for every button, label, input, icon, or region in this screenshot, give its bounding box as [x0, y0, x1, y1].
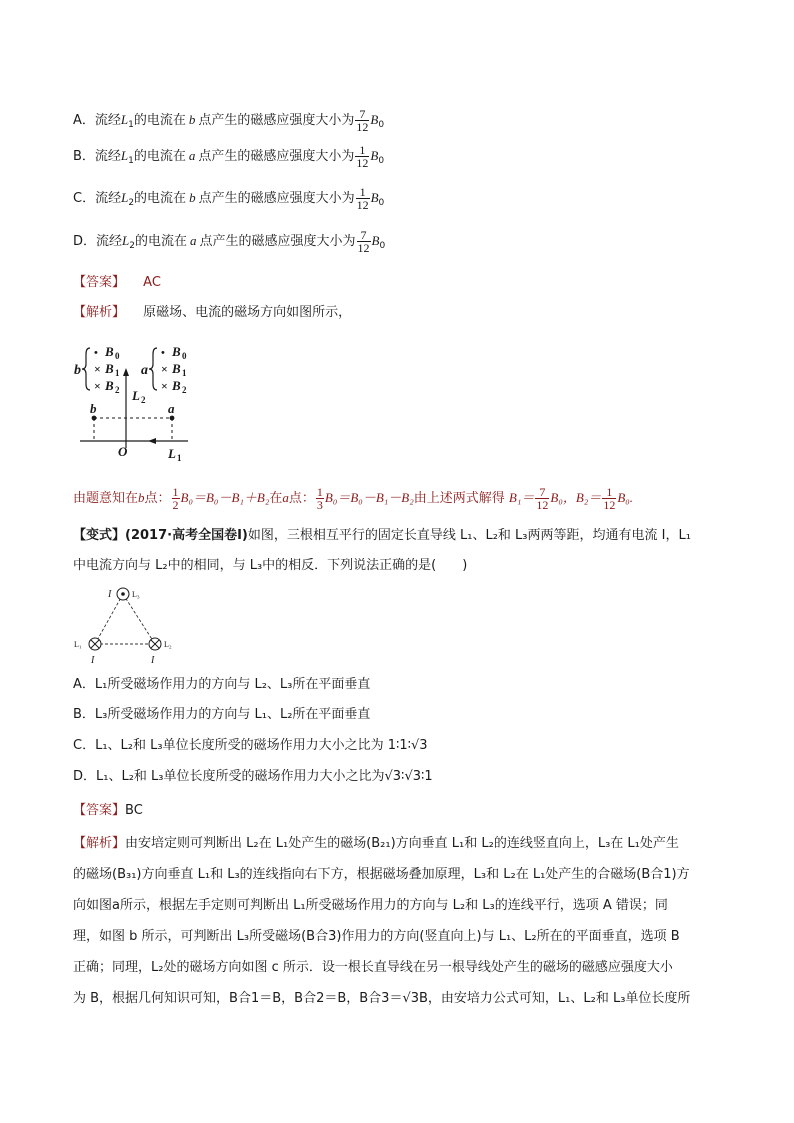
fig2-l3: L₃: [132, 590, 140, 599]
variant-text-2: 中电流方向与 L₂中的相同，与 L₃中的相反．下列说法正确的是( ): [73, 558, 468, 573]
deduce-p2: 点：: [144, 491, 171, 506]
option-wire-sub: 1: [128, 156, 134, 166]
option-mid: 的电流在: [133, 149, 186, 164]
deduction-line: [73, 486, 633, 511]
option-b-sub: 0: [378, 156, 385, 166]
option-b: B: [370, 190, 379, 205]
deduce-p5: 由上述两式解得: [413, 491, 505, 506]
fig1-l2-sub: 2: [141, 395, 146, 405]
option-fraction: [357, 229, 371, 254]
option-fraction: [356, 186, 370, 211]
fig1-point-a-label: a: [168, 401, 175, 416]
deduce-a: a: [282, 490, 289, 505]
option-b-sub: 0: [378, 120, 385, 130]
option-fraction-num: 7: [355, 108, 369, 121]
option-wire-sub: 1: [128, 120, 134, 130]
deduce-eq2: B₀＝B₀－B₁－B₂: [324, 490, 414, 505]
fig2-i2: I: [151, 655, 155, 666]
option-label: D．流经: [73, 234, 123, 249]
option-fraction-num: 1: [356, 186, 370, 199]
fig1-b0-sub: 0: [115, 351, 120, 361]
option-b-sub: 0: [379, 241, 386, 251]
fig1-b1: B: [105, 361, 114, 376]
option-wire-sub: 2: [129, 241, 135, 251]
frac-third-num: 1: [316, 485, 323, 499]
option-fraction: [355, 108, 369, 133]
analysis-line: [73, 303, 351, 323]
frac-third-den: 3: [316, 498, 323, 512]
analysis2-line-4: 理，如图 b 所示，可判断出 L₃所受磁场(B合3)作用力的方向(竖直向上)与 L₁、L₂所在的平面垂直，选项 B: [73, 929, 680, 944]
frac-one-twelfth: [602, 486, 616, 511]
field-direction-figure: [70, 340, 200, 470]
analysis-text: 原磁场、电流的磁场方向如图所示，: [143, 305, 352, 320]
three-wires-figure: [70, 582, 190, 668]
option-b-sub: 0: [378, 198, 385, 208]
option-mid: 的电流在: [133, 113, 186, 128]
answer2-value: BC: [125, 803, 143, 818]
fig1-cross-a1: ×: [161, 362, 168, 376]
option-wire: L: [121, 190, 129, 205]
deduce-p4: 点：: [288, 491, 315, 506]
frac-7-num: 7: [535, 486, 549, 499]
answer-line: [73, 273, 161, 293]
answer-tag: 【答案】: [73, 275, 126, 290]
variant-tag: 【变式】: [73, 528, 126, 543]
option-label: C．流经: [73, 191, 122, 206]
frac-seven-twelfths: [535, 486, 549, 511]
fig1-point-b-label: b: [90, 401, 97, 416]
fig1-cross-b2: ×: [94, 379, 101, 393]
variant-option-c: C．L₁、L₂和 L₃单位长度所受的磁场作用力大小之比为 1∶1∶√3: [73, 738, 428, 753]
option-label: A．流经: [73, 113, 121, 128]
variant-option-d: D．L₁、L₂和 L₃单位长度所受的磁场作用力大小之比为√3∶√3∶1: [73, 769, 433, 784]
option-fraction-den: 12: [356, 120, 369, 134]
analysis2-line-2: 的磁场(B₃₁)方向垂直 L₁和 L₃的连线指向右下方，根据磁场叠加原理，L₃和 L₂在 L₁处产生的合磁场(B合1)方: [73, 867, 690, 882]
fig1-b2-sub: 2: [115, 385, 120, 395]
analysis2-line-3: 向如图a所示，根据左手定则可判断出 L₁所受磁场作用力的方向与 L₂和 L₃的连线平行，选项 A 错误；同: [73, 898, 668, 913]
deduce-p1: 由题意知在: [73, 491, 139, 506]
option-tail: 点产生的磁感应强度大小为: [198, 149, 355, 164]
fig1-a-b0: B: [172, 344, 181, 359]
fig1-cross-a2: ×: [161, 379, 168, 393]
option-label: B．流经: [73, 149, 121, 164]
frac-third: [316, 486, 324, 511]
deduce-r1: B₁＝: [508, 490, 535, 505]
fig1-label-a: a: [141, 363, 148, 378]
fig1-l1-sub: 1: [177, 453, 182, 463]
fig1-b0: B: [105, 344, 114, 359]
fig2-i1: I: [91, 655, 95, 666]
deduce-b: b: [138, 490, 145, 505]
fig1-dot-b0: •: [94, 347, 98, 359]
deduce-p3: 在: [269, 491, 283, 506]
fig1-a-b1: B: [172, 361, 181, 376]
option-fraction-den: 12: [356, 198, 369, 212]
variant-text-1: 如图，三根相互平行的固定长直导线 L₁、L₂和 L₃两两等距，均通有电流 I，L₁: [247, 528, 691, 543]
option-fraction-den: 12: [357, 241, 370, 255]
frac-7-den: 12: [536, 498, 549, 512]
fig1-l2: L: [132, 388, 140, 403]
option-wire-sub: 2: [128, 198, 135, 208]
option-mid: 的电流在: [134, 191, 187, 206]
variant-line-2: [73, 556, 467, 576]
option-wire: L: [120, 112, 129, 127]
fig1-a-b2-sub: 2: [182, 385, 187, 395]
option-tail: 点产生的磁感应强度大小为: [198, 113, 355, 128]
fig2-i3: I: [108, 589, 112, 600]
option-b: [73, 142, 384, 175]
analysis2-tag: 【解析】: [73, 836, 126, 851]
analysis2-line-1: [73, 834, 679, 854]
fig1-a-b2: B: [172, 378, 181, 393]
frac-1-num: 1: [602, 486, 616, 499]
option-mid: 的电流在: [134, 234, 187, 249]
arrow-l2-icon: [123, 368, 129, 376]
deduce-eq1: B₀＝B₀－B₁＋B₂: [180, 490, 270, 505]
option-fraction: [355, 144, 369, 169]
fig2-l1: L₁: [74, 640, 82, 649]
fig1-b2: B: [105, 378, 114, 393]
variant-source: (2017·高考全国卷Ⅰ): [125, 528, 248, 543]
arrow-l1-icon: [148, 438, 156, 444]
option-fraction-num: 7: [357, 229, 371, 242]
frac-half-num: 1: [172, 485, 179, 499]
answer-value: AC: [143, 275, 161, 290]
option-b: B: [371, 233, 380, 248]
fig1-origin: O: [118, 444, 128, 459]
answer2-line: [73, 801, 143, 821]
analysis2-text-1: 由安培定则可判断出 L₂在 L₁处产生的磁场(B₂₁)方向垂直 L₁和 L₂的连线竖直向上，L₃在 L₁处产生: [125, 836, 679, 851]
frac-half-den: 2: [172, 498, 179, 512]
option-wire: L: [120, 148, 129, 163]
frac-1-den: 12: [603, 498, 616, 512]
fig1-a-b0-sub: 0: [182, 351, 187, 361]
fig1-b1-sub: 1: [115, 368, 120, 378]
fig1-dot-a0: •: [161, 347, 165, 359]
analysis2-line-6: 为 B，根据几何知识可知，B合1＝B，B合2＝B，B合3＝√3B，由安培力公式可知，L₁、L₂和 L₃单位长度所: [73, 991, 691, 1006]
option-point: a: [190, 233, 197, 248]
option-b: B: [370, 112, 379, 127]
variant-line-1: [73, 526, 691, 546]
option-point: b: [189, 190, 196, 205]
option-wire: L: [122, 233, 130, 248]
analysis2-line-5: 正确；同理，L₂处的磁场方向如图 c 所示．设一根长直导线在另一根导线处产生的磁场的磁感应强度大小: [73, 960, 673, 975]
fig2-l2: L₂: [164, 640, 172, 649]
fig1-l1: L: [168, 446, 176, 461]
variant-option-b: B．L₃所受磁场作用力的方向与 L₁、L₂所在平面垂直: [73, 707, 371, 722]
analysis-tag: 【解析】: [73, 305, 126, 320]
option-point: b: [188, 112, 196, 127]
option-fraction-den: 12: [356, 156, 369, 170]
option-b: B: [370, 148, 379, 163]
fig1-label-b: b: [74, 363, 81, 378]
option-tail: 点产生的磁感应强度大小为: [198, 191, 355, 206]
option-tail: 点产生的磁感应强度大小为: [199, 234, 356, 249]
option-d: [73, 227, 385, 260]
fig1-a-b1-sub: 1: [182, 368, 187, 378]
frac-half: [172, 486, 180, 511]
deduce-r2: B₂＝: [575, 490, 602, 505]
option-c: [73, 184, 384, 217]
deduce-r2tail: B₀.: [617, 490, 634, 505]
option-fraction-num: 1: [355, 144, 369, 157]
answer2-tag: 【答案】: [73, 803, 126, 818]
fig1-cross-b1: ×: [94, 362, 101, 376]
deduce-r1tail: B₀，: [550, 490, 576, 505]
option-a: [73, 106, 384, 139]
option-point: a: [188, 148, 196, 163]
variant-option-a: A．L₁所受磁场作用力的方向与 L₂、L₃所在平面垂直: [73, 677, 371, 692]
